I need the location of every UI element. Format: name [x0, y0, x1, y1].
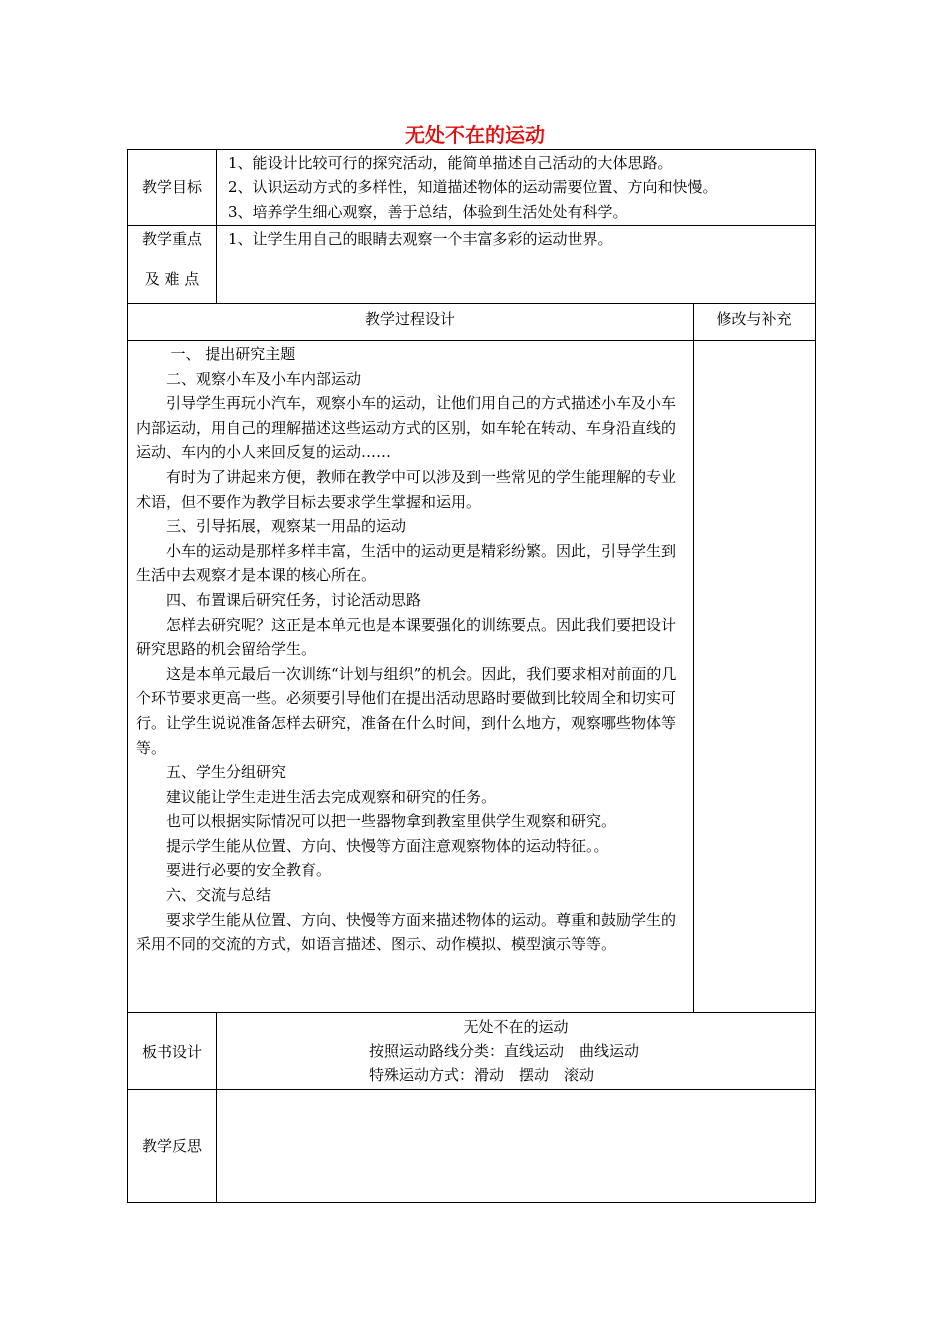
reflection-label: 教学反思: [141, 1137, 202, 1155]
page-title: 无处不在的运动: [405, 123, 545, 147]
paragraph: 建议能让学生走进生活去完成观察和研究的任务。: [166, 787, 497, 806]
paragraph: 有时为了讲起来方便，教师在教学中可以涉及到一些常见的学生能理解的专业术语，但不要作为教学目标去要求学生掌握和运用。: [136, 467, 677, 511]
goals-label: 教学目标: [141, 178, 202, 196]
section-heading: 六、交流与总结: [166, 886, 272, 905]
paragraph: 怎样去研究呢？这正是本单元也是本课要强化的训练要点。因此我们要把设计研究思路的机会留给学生。: [136, 615, 677, 659]
board-label: 板书设计: [141, 1043, 202, 1061]
table-border: [127, 1202, 816, 1203]
paragraph: 也可以根据实际情况可以把一些器物拿到教室里供学生观察和研究。: [166, 812, 617, 831]
section-heading: 二、观察小车及小车内部运动: [166, 369, 362, 388]
board-line: 特殊运动方式：滑动 摆动 滚动: [369, 1066, 595, 1084]
paragraph: 提示学生能从位置、方向、快慢等方面注意观察物体的运动特征。。: [166, 836, 609, 855]
paragraph: 这是本单元最后一次训练“计划与组织”的机会。因此，我们要求相对前面的几个环节要求更高一些。必须要引导他们在提出活动思路时要做到比较周全和切实可行。让学生说说准备怎样去研究，准备在什么时间，到什么地方，观察哪些物体等等。: [136, 664, 677, 757]
process-header: 教学过程设计: [364, 310, 455, 328]
section-heading: 五、学生分组研究: [166, 763, 287, 782]
keypoint-item: 1、让学生用自己的眼睛去观察一个丰富多彩的运动世界。: [228, 230, 613, 248]
goal-item: 3、培养学生细心观察，善于总结，体验到生活处处有科学。: [228, 203, 628, 221]
board-line: 按照运动路线分类：直线运动 曲线运动: [369, 1042, 640, 1060]
goal-item: 2、认识运动方式的多样性，知道描述物体的运动需要位置、方向和快慢。: [228, 178, 718, 196]
goal-item: 1、能设计比较可行的探究活动，能简单描述自己活动的大体思路。: [228, 154, 673, 172]
table-border: [127, 1012, 816, 1013]
table-border: [127, 1089, 816, 1090]
table-border: [127, 149, 816, 150]
section-heading: 四、布置课后研究任务，讨论活动思路: [166, 590, 422, 609]
keypoints-label: 教学重点: [141, 230, 202, 248]
paragraph: 小车的运动是那样多样丰富，生活中的运动更是精彩纷繁。因此，引导学生到生活中去观察才是本课的核心所在。: [136, 541, 677, 585]
table-border: [693, 303, 694, 1013]
table-border: [127, 340, 816, 341]
section-heading: 三、引导拓展，观察某一用品的运动: [166, 517, 407, 536]
keypoints-label: 及 难 点: [144, 270, 200, 288]
table-border: [127, 225, 816, 226]
revision-header: 修改与补充: [716, 310, 792, 328]
process-content: [136, 342, 688, 957]
table-border: [127, 303, 816, 304]
section-heading: 一、 提出研究主题: [170, 345, 296, 363]
board-line: 无处不在的运动: [463, 1018, 569, 1036]
paragraph: 要求学生能从位置、方向、快慢等方面来描述物体的运动。尊重和鼓励学生的采用不同的交流的方式，如语言描述、图示、动作模拟、模型演示等等。: [136, 910, 677, 954]
paragraph: 要进行必要的安全教育。: [166, 861, 332, 880]
paragraph: 引导学生再玩小汽车，观察小车的运动，让他们用自己的方式描述小车及小车内部运动，用自己的理解描述这些运动方式的区别，如车轮在转动、车身沿直线的运动、车内的小人来回反复的运动……: [136, 394, 677, 462]
table-border: [815, 149, 816, 1203]
